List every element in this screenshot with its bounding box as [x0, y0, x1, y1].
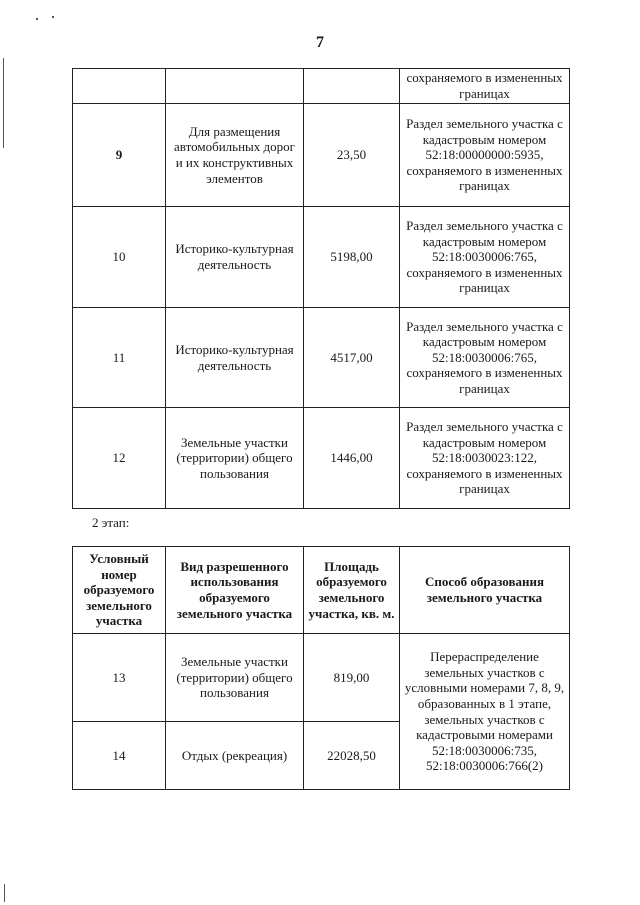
area-cell: 5198,00: [304, 207, 400, 308]
table-header-row: [73, 547, 570, 634]
formation-method-cell: Раздел земельного участка с кадастровым номером 52:18:0030006:765, сохраняемого в измененных границах: [400, 207, 570, 308]
permitted-use-cell: [166, 69, 304, 104]
area-cell: 23,50: [304, 104, 400, 207]
area-cell: [304, 69, 400, 104]
plot-number-cell: [73, 69, 166, 104]
permitted-use-cell: Отдых (рекреация): [166, 722, 304, 790]
table-row: [73, 104, 570, 207]
table-row: [73, 69, 570, 104]
plot-number-cell: 13: [73, 634, 166, 722]
permitted-use-cell: Для размещения автомобильных дорог и их конструктивных элементов: [166, 104, 304, 207]
stage-2-label: 2 этап:: [92, 515, 130, 530]
scan-mark-dot: [52, 16, 54, 18]
table-row: [73, 308, 570, 408]
area-cell: 819,00: [304, 634, 400, 722]
formation-method-cell: Раздел земельного участка с кадастровым номером 52:18:0030006:765, сохраняемого в измененных границах: [400, 308, 570, 408]
header-permitted-use: Вид разрешенного использования образуемого земельного участка: [166, 547, 304, 634]
table-row: [73, 634, 570, 722]
table-row: [73, 408, 570, 509]
permitted-use-cell: Историко-культурная деятельность: [166, 308, 304, 408]
page-number: 7: [316, 34, 324, 51]
scan-mark-dot: [36, 18, 38, 20]
formation-method-cell-shared: Перераспределение земельных участков с условными номерами 7, 8, 9, образованных в 1 этапе, земельных участков с кадастровыми номерами 52:18:0030006:735, 52:18:0030006:766(2): [400, 634, 570, 790]
formation-method-cell: Раздел земельного участка с кадастровым номером 52:18:0030023:122, сохраняемого в измененных границах: [400, 408, 570, 509]
table-row: [73, 207, 570, 308]
area-cell: 22028,50: [304, 722, 400, 790]
formation-method-cell: сохраняемого в измененных границах: [400, 69, 570, 104]
plot-number-cell: 14: [73, 722, 166, 790]
header-formation-method: Способ образования земельного участка: [400, 547, 570, 634]
permitted-use-cell: Историко-культурная деятельность: [166, 207, 304, 308]
plot-number-cell: 11: [73, 308, 166, 408]
scan-mark-bottom-edge: [4, 884, 5, 902]
header-area: Площадь образуемого земельного участка, кв. м.: [304, 547, 400, 634]
plot-number-cell: 12: [73, 408, 166, 509]
scan-mark-left-edge: [3, 58, 4, 148]
permitted-use-cell: Земельные участки (территории) общего пользования: [166, 634, 304, 722]
header-plot-number: Условный номер образуемого земельного участка: [73, 547, 166, 634]
area-cell: 4517,00: [304, 308, 400, 408]
plot-number-cell: 9: [73, 104, 166, 207]
permitted-use-cell: Земельные участки (территории) общего пользования: [166, 408, 304, 509]
land-plots-table-stage1-continued: [72, 68, 570, 509]
formation-method-cell: Раздел земельного участка с кадастровым номером 52:18:00000000:5935, сохраняемого в измененных границах: [400, 104, 570, 207]
land-plots-table-stage2: [72, 546, 570, 790]
plot-number-cell: 10: [73, 207, 166, 308]
area-cell: 1446,00: [304, 408, 400, 509]
